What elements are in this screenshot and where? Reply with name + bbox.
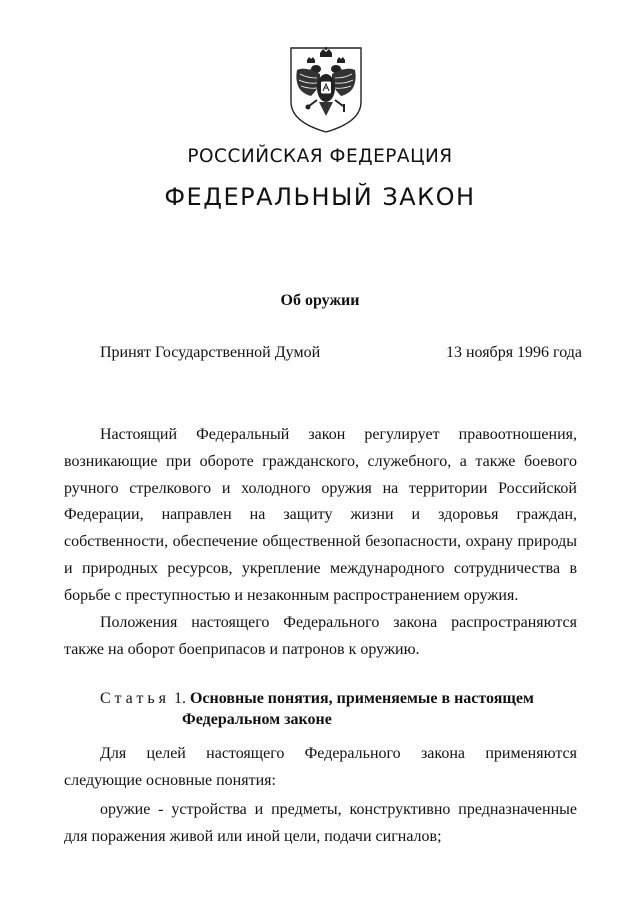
article-title-line-1: Основные понятия, применяемые в настоящем — [189, 690, 534, 707]
article-1-paragraph-2 — [64, 797, 577, 851]
preamble-paragraph-2 — [64, 610, 577, 664]
adopted-by: Принят Государственной Думой — [100, 344, 321, 361]
article-title-line-2: Федеральном законе — [182, 711, 332, 728]
article-label: Статья — [100, 690, 170, 707]
paragraph-text: Положения настоящего Федерального закона распространяются также на оборот боеприпасов и патронов к оружию. — [64, 614, 577, 658]
adoption-line — [100, 344, 582, 362]
adoption-date: 13 ноября 1996 года — [445, 344, 582, 361]
paragraph-text: оружие - устройства и предметы, конструктивно предназначенные для поражения живой или иной цели, подачи сигналов; — [64, 801, 577, 845]
article-number: 1. — [173, 690, 186, 707]
article-1-paragraph-1 — [64, 741, 577, 795]
document-type-heading: ФЕДЕРАЛЬНЫЙ ЗАКОН — [164, 183, 476, 211]
paragraph-text: Для целей настоящего Федерального закона применяются следующие основные понятия: — [64, 745, 577, 789]
country-heading: РОССИЙСКАЯ ФЕДЕРАЦИЯ — [187, 146, 453, 167]
paragraph-text: Настоящий Федеральный закон регулирует правоотношения, возникающие при обороте гражданского, служебного, а также боевого ручного стрелкового и холодного оружия на территории Российской Федерации, направлен на защиту жизни и здоровья граждан, собственности, обеспечение общественной безопасности, охрану природы и природных ресурсов, укрепление международного сотрудничества в борьбе с преступностью и незаконным распространением оружия. — [64, 426, 577, 604]
article-1-heading — [100, 688, 534, 730]
preamble-paragraph-1 — [64, 422, 577, 610]
law-title: Об оружии — [280, 292, 360, 309]
coat-of-arms-icon — [287, 44, 365, 134]
